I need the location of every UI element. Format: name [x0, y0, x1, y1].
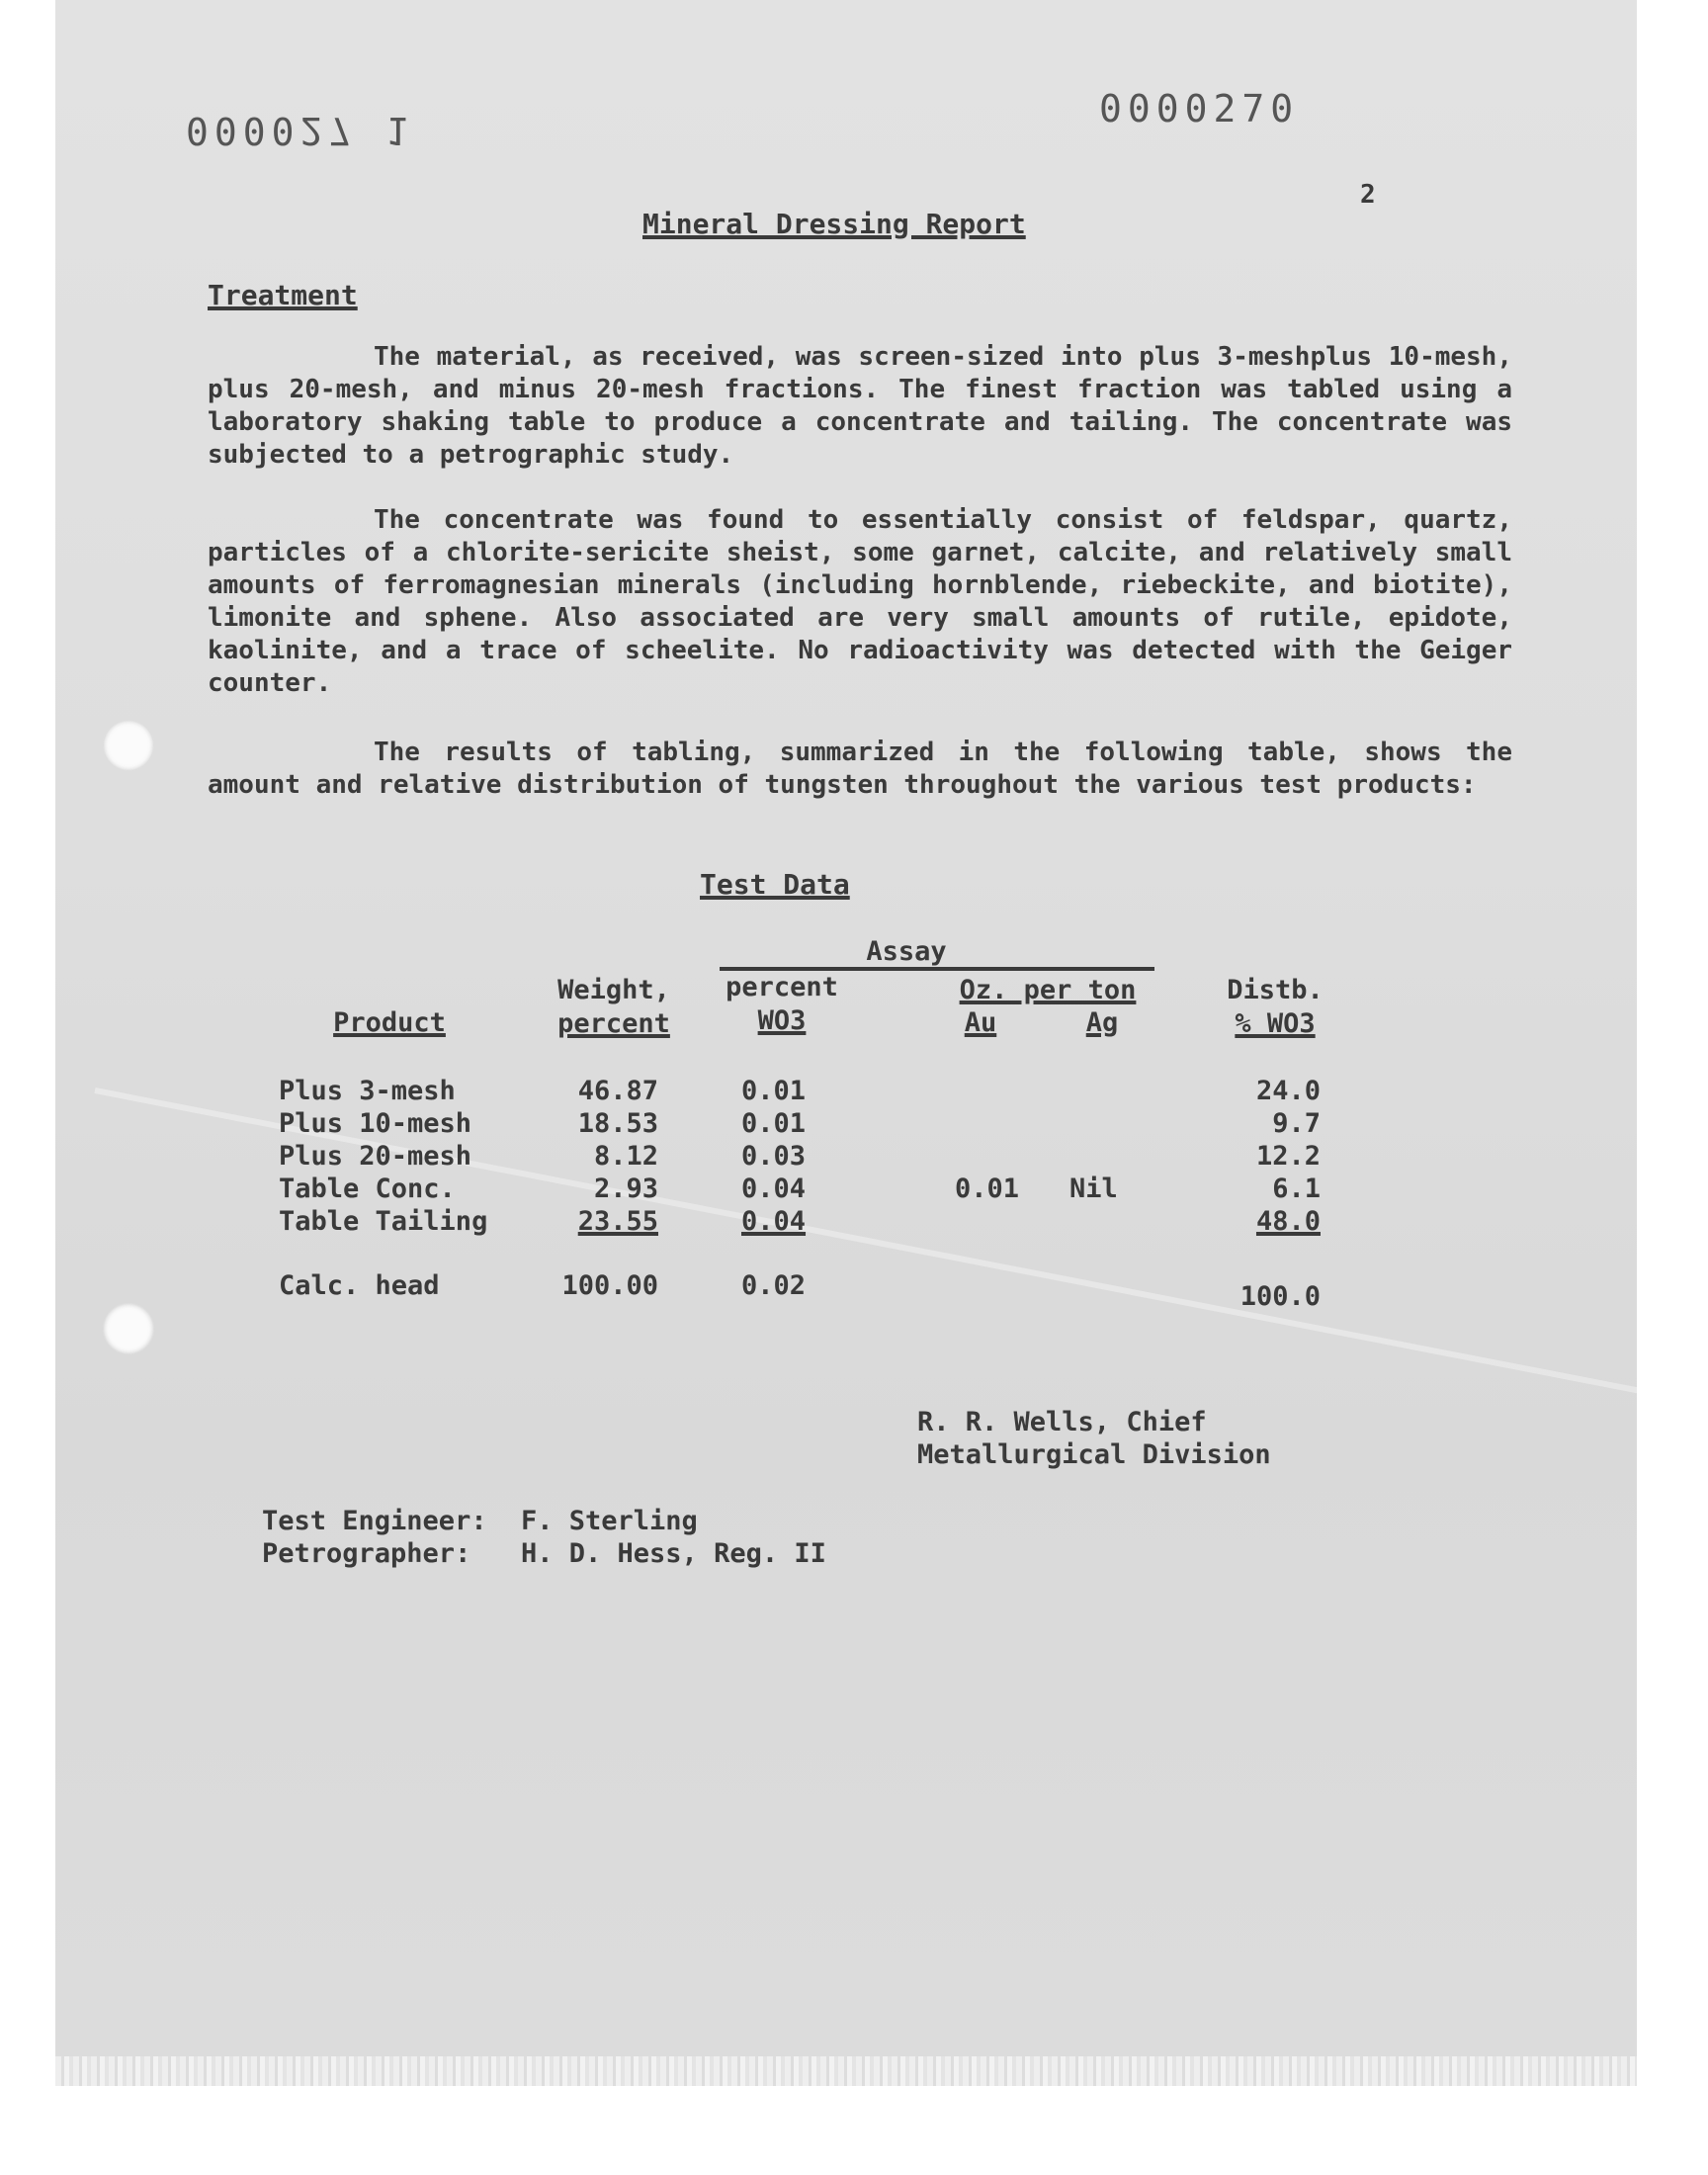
- header-ag: Ag: [1085, 1007, 1119, 1038]
- cell-distb: 24.0: [1255, 1076, 1321, 1106]
- scan-edge: [55, 2056, 1637, 2086]
- cell-distb: 48.0: [1255, 1206, 1321, 1237]
- signature-division: Metallurgical Division: [917, 1439, 1271, 1470]
- cell-distb: 6.1: [1272, 1174, 1321, 1204]
- cell-weight: 100.00: [561, 1270, 658, 1301]
- header-assay: Assay: [866, 936, 947, 967]
- section-heading: Treatment: [208, 279, 358, 311]
- credit-petrographer: [262, 1537, 826, 1570]
- cell-distb: 9.7: [1272, 1108, 1321, 1139]
- header-wo3-line2: WO3: [757, 1005, 807, 1036]
- credit-name: F. Sterling: [521, 1506, 698, 1536]
- cell-product: Table Conc.: [279, 1174, 456, 1204]
- cell-product: Plus 3-mesh: [279, 1076, 456, 1106]
- cell-ag: Nil: [1069, 1174, 1118, 1204]
- cell-wo3: 0.01: [741, 1076, 807, 1106]
- credit-name: H. D. Hess, Reg. II: [521, 1538, 826, 1569]
- cell-weight: 8.12: [593, 1141, 658, 1172]
- cell-weight: 2.93: [593, 1174, 658, 1204]
- cell-product: Calc. head: [279, 1270, 440, 1301]
- credit-test-engineer: [262, 1505, 698, 1537]
- paragraph-2: The concentrate was found to essentially consist of feldspar, quartz, particles of a chlorite-sericite sheist, some garnet, calcite, and relatively small amounts of ferromagnesian minerals (including hornblende, riebeckite, and biotite), limonite and sphene. Also associated are very small amounts of rutile, epidote, kaolinite, and a trace of scheelite. No radioactivity was detected with the Geiger counter.: [208, 505, 1512, 698]
- cell-weight: 23.55: [577, 1206, 658, 1237]
- header-weight-line1: Weight,: [557, 975, 670, 1005]
- page-number: 2: [1360, 180, 1376, 210]
- cell-distb: 100.0: [1239, 1281, 1321, 1312]
- cell-wo3: 0.01: [741, 1108, 807, 1139]
- cell-wo3: 0.02: [741, 1270, 807, 1301]
- cell-product: Plus 20-mesh: [279, 1141, 472, 1172]
- punch-hole-top: [103, 720, 154, 771]
- cell-wo3: 0.03: [741, 1141, 807, 1172]
- header-au: Au: [964, 1007, 997, 1038]
- paragraph-1: The material, as received, was screen-sized into plus 3-meshplus 10-mesh, plus 20-mesh, and minus 20-mesh fractions. The finest fraction was tabled using a laboratory shaking table to produce a concentrate and tailing. The concentrate was subjected to a petrographic study.: [208, 342, 1512, 470]
- document-stamp-right: 0000270: [1099, 87, 1300, 130]
- header-oz-per-ton: Oz. per ton: [959, 975, 1137, 1005]
- cell-au: 0.01: [955, 1174, 1020, 1204]
- header-distb-line1: Distb.: [1227, 975, 1324, 1005]
- cell-product: Table Tailing: [279, 1206, 488, 1237]
- credit-role: Test Engineer:: [262, 1506, 487, 1536]
- paragraph-3: The results of tabling, summarized in the following table, shows the amount and relative distribution of tungsten throughout the various test products:: [208, 738, 1512, 800]
- cell-product: Plus 10-mesh: [279, 1108, 472, 1139]
- punch-hole-bottom: [103, 1303, 154, 1354]
- header-weight-line2: percent: [557, 1008, 670, 1039]
- cell-weight: 46.87: [577, 1076, 658, 1106]
- header-product: Product: [333, 1007, 446, 1038]
- header-wo3-line1: percent: [726, 972, 838, 1002]
- cell-weight: 18.53: [577, 1108, 658, 1139]
- table-title: Test Data: [700, 868, 850, 901]
- cell-distb: 12.2: [1255, 1141, 1321, 1172]
- document-stamp-left: 000027 1: [186, 109, 415, 152]
- cell-wo3: 0.04: [741, 1174, 807, 1204]
- cell-wo3: 0.04: [741, 1206, 807, 1237]
- signature-name: R. R. Wells, Chief: [917, 1407, 1207, 1437]
- credit-role: Petrographer:: [262, 1538, 471, 1569]
- report-title: Mineral Dressing Report: [642, 208, 1026, 240]
- header-distb-line2: % WO3: [1235, 1008, 1316, 1039]
